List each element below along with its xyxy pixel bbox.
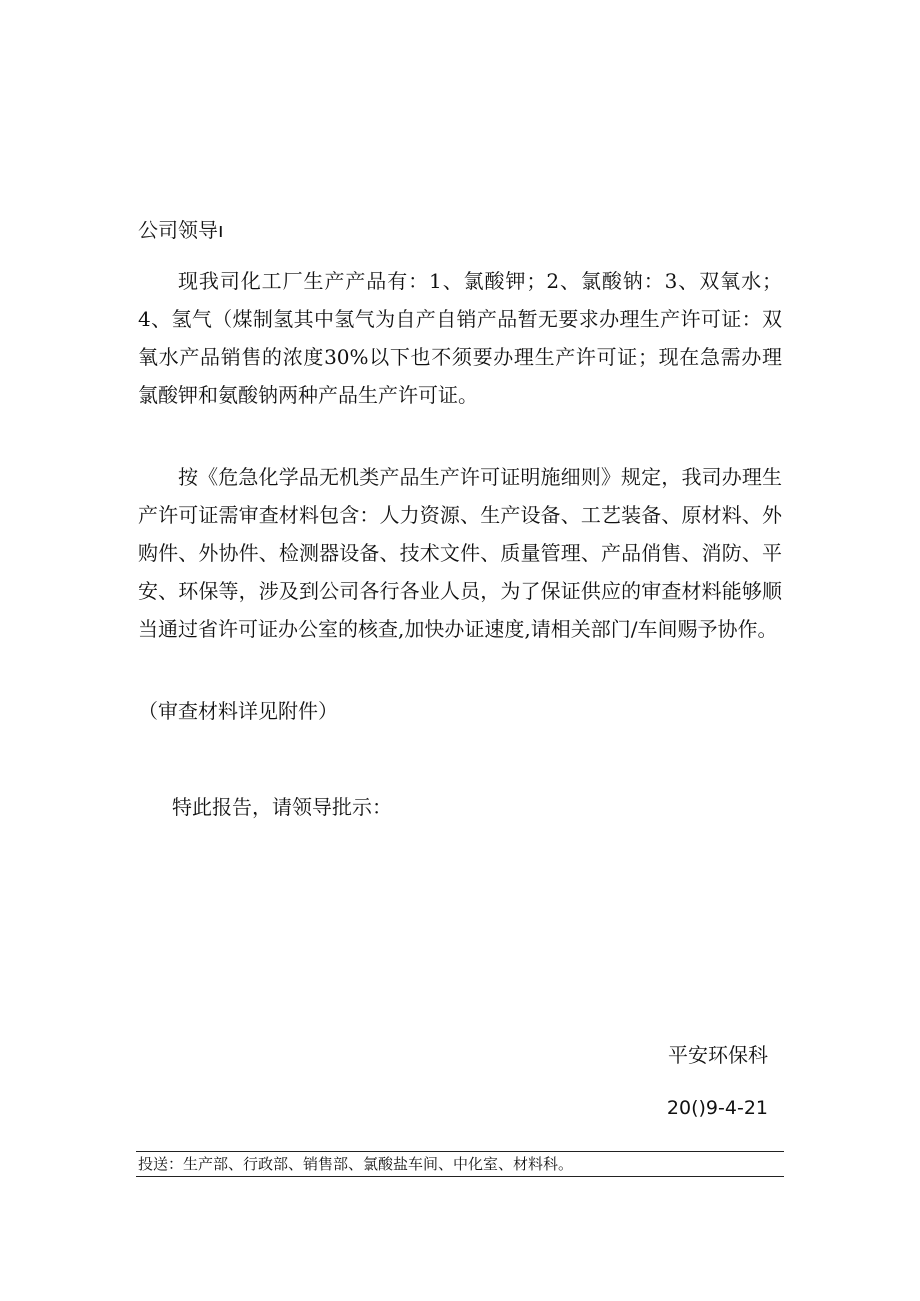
attachment-note: （审查材料详见附件） [138,699,338,723]
salutation: 公司领导ı [138,218,224,242]
paragraph-products: 现我司化工厂生产产品有：1、氯酸钾；2、氯酸钠：3、双氧水；4、氢气（煤制氢其中氢气为自产自销产品暂无要求办理生产许可证：双氧水产品销售的浓度30%以下也不须要办理生产许可证；现在急需办理氯酸钾和氨酸钠两种产品生产许可证。 [138,269,782,407]
distribution-list [136,1151,784,1177]
distribution-text: 投送：生产部、行政部、销售部、氯酸盐车间、中化室、材料科。 [138,1155,574,1173]
paragraph-requirements: 按《危急化学品无机类产品生产许可证明施细则》规定，我司办理生产许可证需审查材料包含：人力资源、生产设备、工艺装备、原材料、外购件、外协件、检测器设备、技术文件、质量管理、产品俏售、消防、平安、环保等，涉及到公司各行各业人员，为了保证供应的审查材料能够顺当通过省许可证办公室的核查,加快办证速度,请相关部门/车间赐予协作。 [138,465,782,641]
closing-line: 特此报告，请领导批示： [172,795,392,819]
signature-department: 平安环保科 [668,1043,768,1067]
letter-date: 20()9-4-21 [666,1097,768,1119]
